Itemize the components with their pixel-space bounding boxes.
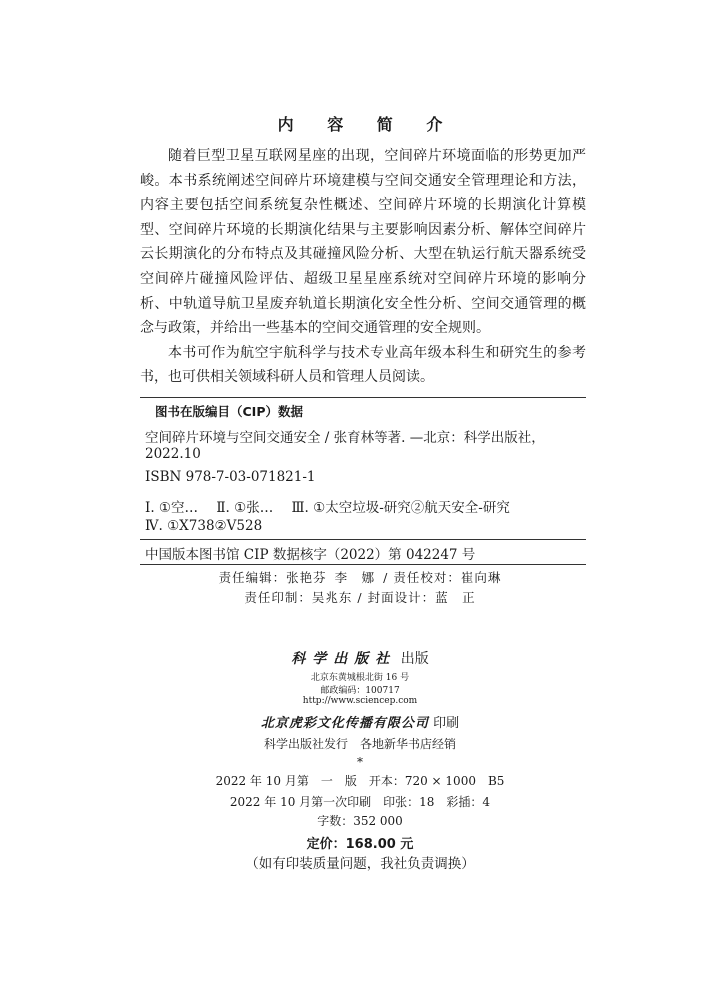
intro-text (140, 144, 586, 390)
edition-line-1: 2022 年 10 月第 一 版 开本：720 × 1000 B5 (215, 774, 505, 788)
publisher-postcode: 邮政编码：100717 (320, 686, 400, 696)
cip-class-item: Ⅰ. ①空… (145, 500, 199, 516)
printer-name: 北京虎彩文化传播有限公司 (260, 716, 429, 731)
editor-credit: 责任编辑：张艳芬 (218, 570, 327, 585)
quality-note: （如有印装质量问题，我社负责调换） (245, 856, 475, 872)
cip-class-item: Ⅲ. ①太空垃圾-研究②航天安全-研究 (291, 500, 510, 516)
cip-bottom-rule (140, 564, 586, 565)
editor-credit-2: 李 娜 (334, 570, 376, 585)
printer-suffix: 印刷 (433, 716, 460, 731)
intro-paragraph-1: 随着巨型卫星互联网星座的出现，空间碎片环境面临的形势更加严峻。本书系统阐述空间碎片环境建模与空间交通安全管理理论和方法，内容主要包括空间系统复杂性概述、空间碎片环境的长期演化计算模型、空间碎片环境的长期演化结果与主要影响因素分析、解体空间碎片云长期演化的分布特点及其碰撞风险分析、大型在轨运行航天器系统受空间碎片碰撞风险评估、超级卫星星座系统对空间碎片环境的影响分析、中轨道导航卫星废弃轨道长期演化安全性分析、空间交通管理的概念与政策，并给出一些基本的空间交通管理的安全规则。 (140, 148, 586, 337)
cip-date-line: 2022.10 (145, 446, 201, 462)
cip-title-line: 空间碎片环境与空间交通安全 / 张育林等著. —北京：科学出版社， (145, 430, 545, 446)
publisher-address: 北京东黄城根北街 16 号 (310, 673, 410, 683)
publisher-line (0, 648, 720, 668)
cip-number: 中国版本图书馆 CIP 数据核字（2022）第 042247 号 (145, 547, 476, 563)
edition-line-2: 2022 年 10 月第一次印刷 印张：18 彩插：4 (229, 795, 491, 809)
price: 定价：168.00 元 (306, 837, 414, 852)
intro-paragraph-2: 本书可作为航空宇航科学与技术专业高年级本科生和研究生的参考书，也可供相关领域科研人员和管理人员阅读。 (140, 344, 586, 386)
publisher-url: http://www.sciencep.com (302, 696, 418, 706)
cip-isbn: ISBN 978-7-03-071821-1 (145, 469, 316, 485)
cip-heading: 图书在版编目（CIP）数据 (155, 404, 303, 419)
cip-classification-2: Ⅳ. ①X738②V528 (145, 518, 263, 534)
cip-classification-1 (145, 496, 591, 516)
page-title: 内 容 简 介 (277, 115, 457, 134)
word-count: 字数：352 000 (317, 814, 403, 828)
printer-line (0, 712, 720, 731)
cip-middle-rule (140, 539, 586, 540)
credits-line-2: 责任印制：吴兆东 / 封面设计：蓝 正 (244, 590, 476, 605)
cip-class-item: Ⅱ. ①张… (216, 500, 274, 516)
proofreader-credit: / 责任校对：崔向琳 (383, 570, 502, 585)
distribution-line: 科学出版社发行 各地新华书店经销 (263, 737, 456, 751)
separator-star: * (357, 755, 363, 769)
credits-line-1 (0, 568, 720, 586)
cip-top-rule (140, 397, 586, 398)
publisher-suffix: 出版 (400, 651, 429, 667)
publisher-name: 科学出版社 (291, 651, 397, 667)
